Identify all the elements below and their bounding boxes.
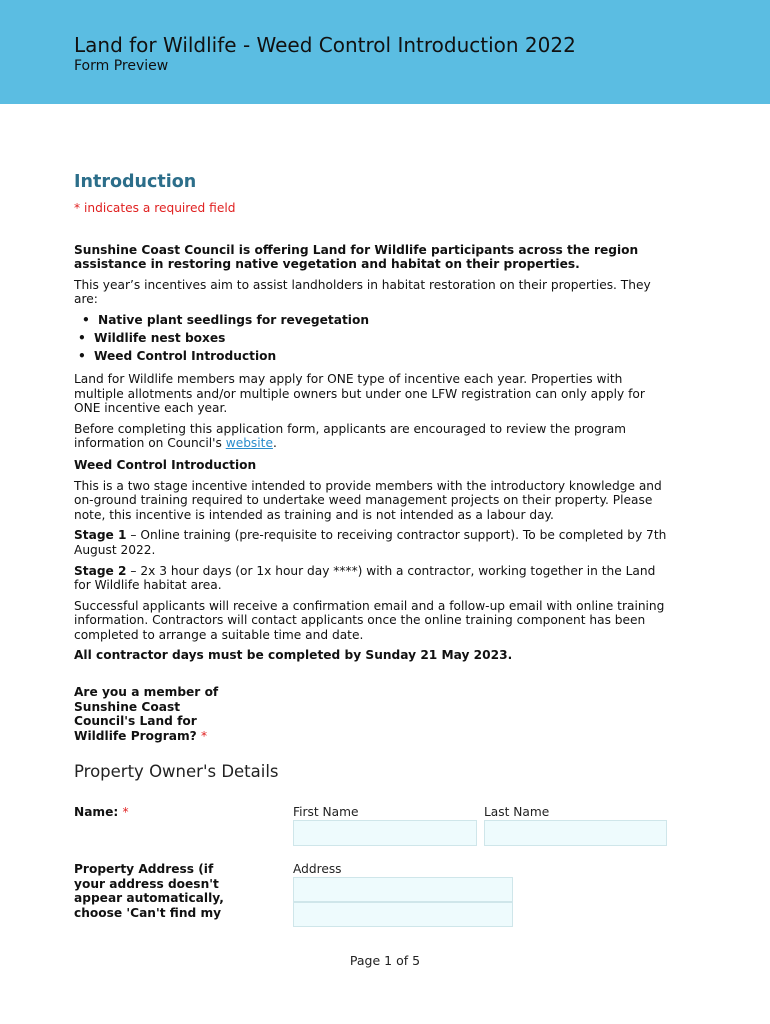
website-link[interactable]: website bbox=[225, 436, 273, 451]
weed-text: This is a two stage incentive intended to provide members with the introductory knowledge and on-ground training required to undertake weed management projects on their property. Please note, this incentive is intended as training and is not intended as a labour day. bbox=[74, 478, 662, 522]
form-subtitle: Form Preview bbox=[74, 58, 169, 74]
intro-section bbox=[74, 170, 674, 783]
incentives-list bbox=[74, 313, 674, 364]
required-field-note: * indicates a required field bbox=[74, 201, 236, 215]
stage-2-label: Stage 2 bbox=[74, 563, 127, 578]
member-question bbox=[74, 685, 224, 743]
stage-2-text bbox=[74, 564, 674, 593]
weed-heading: Weed Control Introduction bbox=[74, 457, 257, 472]
page-indicator: Page 1 of 5 bbox=[349, 953, 421, 968]
stage-1-label: Stage 1 bbox=[74, 528, 127, 543]
address-line-1-input[interactable] bbox=[293, 877, 513, 902]
stage-1-description: – Online training (pre-requisite to receiving contractor support). To be completed by 7th August 2022. bbox=[74, 528, 667, 557]
name-label bbox=[74, 805, 129, 819]
address-line-2-input[interactable] bbox=[293, 902, 513, 927]
intro-lead-text: Sunshine Coast Council is offering Land for Wildlife participants across the region assistance in restoring native vegetation and habitat on their properties. bbox=[74, 242, 639, 272]
address-question: Property Address (if your address doesn't appear automatically, choose 'Can't find my bbox=[74, 862, 224, 920]
stage-1-text bbox=[74, 528, 674, 557]
member-question-label: Are you a member of Sunshine Coast Council's Land for Wildlife Program? bbox=[74, 685, 219, 743]
success-text: Successful applicants will receive a confirmation email and a follow-up email with online training information. Contractors will contact applicants once the online training component has been completed to arrange a suitable time and date. bbox=[74, 598, 665, 642]
intro-heading: Introduction bbox=[74, 172, 197, 192]
review-text-before: Before completing this application form, applicants are encouraged to review the program information on Council's bbox=[74, 421, 627, 451]
review-text bbox=[74, 422, 674, 451]
address-label: Address bbox=[293, 862, 342, 876]
form-header bbox=[0, 0, 770, 104]
last-name-input[interactable] bbox=[484, 820, 667, 846]
list-item: • Weed Control Introduction bbox=[94, 349, 674, 364]
last-name-label: Last Name bbox=[484, 805, 550, 819]
required-star: * bbox=[122, 805, 129, 819]
review-text-after: . bbox=[272, 436, 277, 451]
members-text: Land for Wildlife members may apply for ONE type of incentive each year. Properties with multiple allotments and/or multiple owners but under one LFW registration can only apply for ONE incentive each year. bbox=[74, 371, 645, 416]
stage-2-description: – 2x 3 hour days (or 1x hour day ****) with a contractor, working together in the Land for Wildlife habitat area. bbox=[74, 563, 656, 593]
owner-details-heading: Property Owner's Details bbox=[74, 762, 279, 782]
incentives-text: This year’s incentives aim to assist landholders in habitat restoration on their properties. They are: bbox=[74, 277, 651, 307]
form-title: Land for Wildlife - Weed Control Introduction 2022 bbox=[74, 33, 576, 57]
required-star: * bbox=[200, 728, 208, 743]
first-name-label: First Name bbox=[293, 805, 359, 819]
list-item: • Wildlife nest boxes bbox=[94, 331, 674, 346]
name-label-text: Name: bbox=[74, 805, 119, 819]
first-name-input[interactable] bbox=[293, 820, 477, 846]
list-item: • Native plant seedlings for revegetation bbox=[98, 313, 674, 328]
deadline-text: All contractor days must be completed by Sunday 21 May 2023. bbox=[74, 648, 513, 663]
